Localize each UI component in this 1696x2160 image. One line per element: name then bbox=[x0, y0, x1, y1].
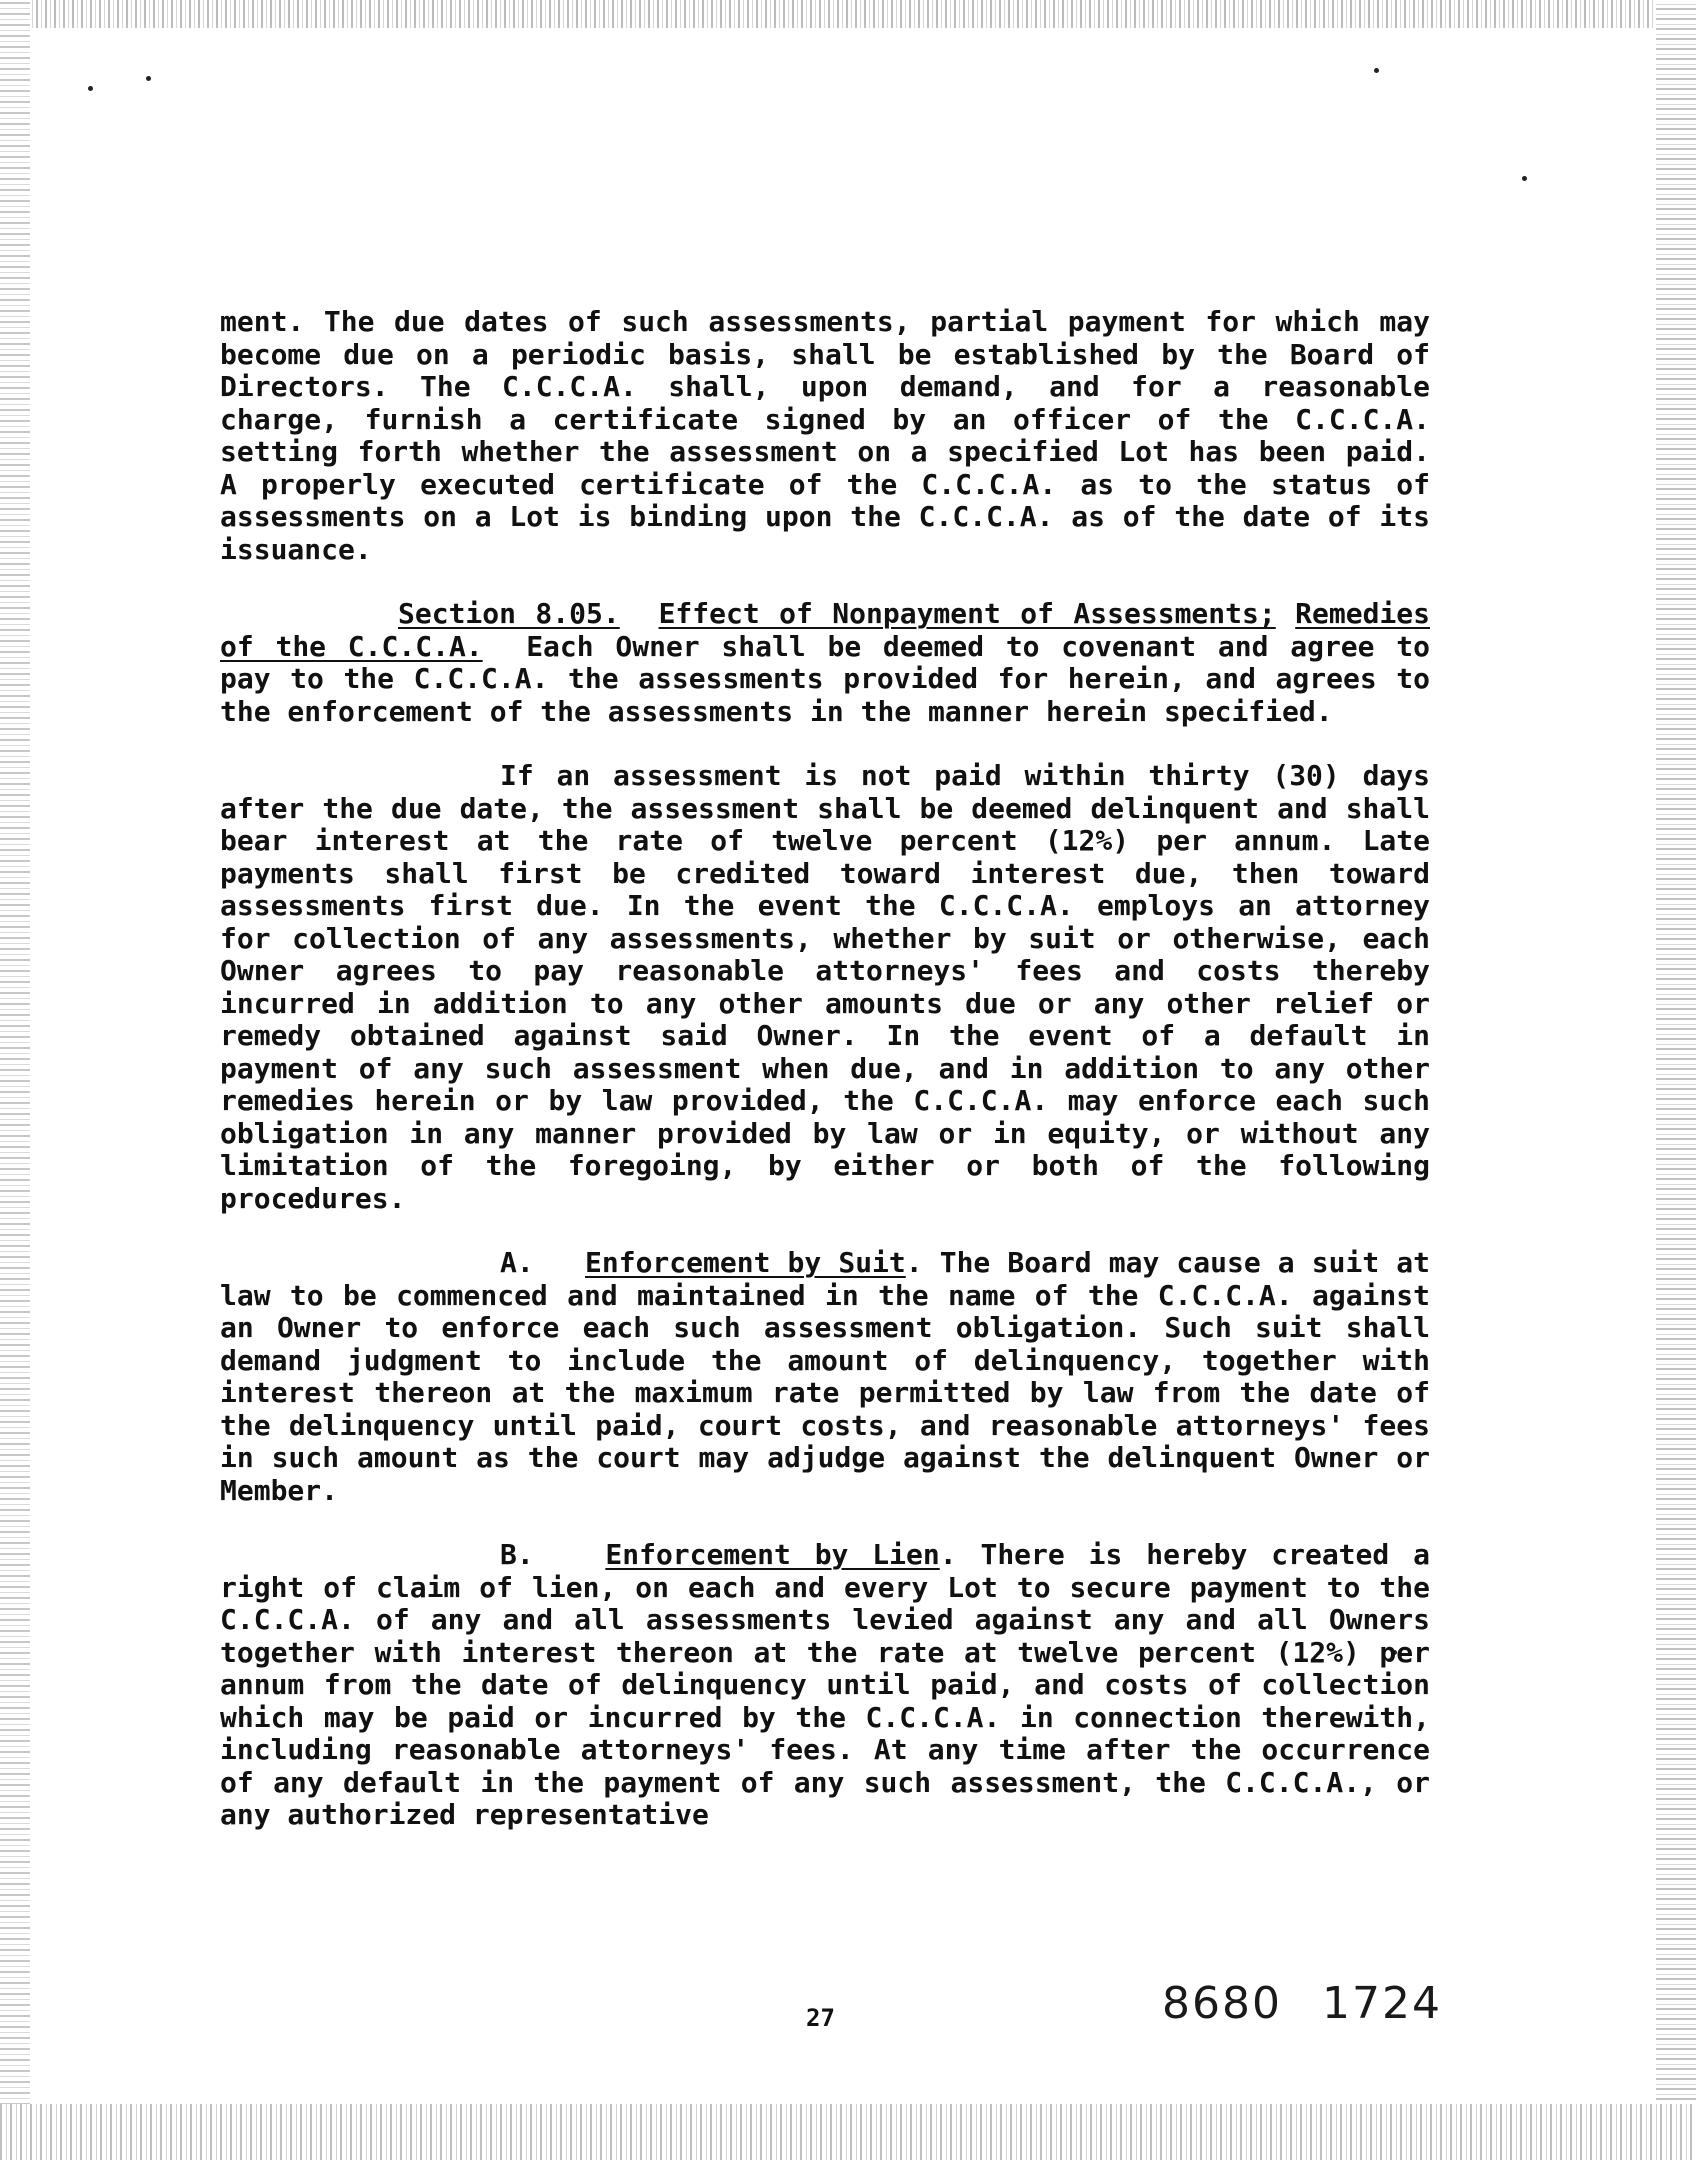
recording-page: 1724 bbox=[1321, 1978, 1442, 2029]
recording-number bbox=[1162, 1978, 1442, 2029]
item-a-letter: A. bbox=[500, 1246, 534, 1279]
item-b-letter: B. bbox=[500, 1538, 534, 1571]
scan-border-left bbox=[0, 0, 30, 2160]
scan-border-right bbox=[1656, 0, 1696, 2160]
item-b-text: . There is hereby created a right of claim of lien, on each and every Lot to secure payment to the C.C.C.A. of any and all assessments levied against any and all Owners together with interest thereon at the rate at twelve percent (12%) per annum from the date of delinquency until paid, and costs of collection which may be paid or incurred by the C.C.C.A. in connection therewith, including reasonable attorneys' fees. At any time after the occurrence of any default in the payment of any such assessment, the C.C.C.A., or any authorized representative bbox=[220, 1538, 1430, 1831]
scan-border-bottom bbox=[0, 2104, 1696, 2160]
section-number: Section 8.05. bbox=[398, 597, 620, 630]
item-a-text: . The Board may cause a suit at law to be commenced and maintained in the name of the C.C.C.A. against an Owner to enforce each such assessment obligation. Such suit shall demand judgment to include the amount of delinquency, together with interest thereon at the maximum rate permitted by law from the date of the delinquency until paid, court costs, and reasonable attorneys' fees in such amount as the court may adjudge against the delinquent Owner or Member. bbox=[220, 1246, 1430, 1507]
section-8-05-paragraph bbox=[220, 598, 1430, 728]
paragraph-assessment-due-dates: ment. The due dates of such assessments, partial payment for which may become due on a periodic basis, shall be established by the Board of Directors. The C.C.C.A. shall, upon demand, and for a reasonable charge, furnish a certificate signed by an officer of the C.C.C.A. setting forth whether the assessment on a specified Lot has been paid. A properly executed certificate of the C.C.C.A. as to the status of assessments on a Lot is binding upon the C.C.C.A. as of the date of its issuance. bbox=[220, 305, 1430, 566]
scan-speck bbox=[1374, 68, 1379, 73]
scan-border-top bbox=[0, 0, 1696, 28]
recording-book: 8680 bbox=[1162, 1978, 1282, 2029]
scan-speck bbox=[1522, 176, 1527, 181]
item-enforcement-by-lien bbox=[220, 1539, 1430, 1832]
item-enforcement-by-suit bbox=[220, 1247, 1430, 1507]
scan-speck bbox=[88, 86, 93, 91]
section-title-line1: Effect of Nonpayment of Assessments; bbox=[658, 597, 1276, 630]
section-text: Each Owner shall be deemed to covenant and agree to pay to the C.C.C.A. the assessments provided for herein, and agrees to the enforcement of the assessments in the manner herein specified. bbox=[220, 629, 1430, 728]
section-title-line2: Remedies of the C.C.C.A. bbox=[220, 597, 1431, 663]
page-number: 27 bbox=[806, 2004, 835, 2032]
document-body bbox=[220, 306, 1430, 1832]
item-b-title: Enforcement by Lien bbox=[605, 1538, 940, 1571]
scan-speck bbox=[146, 76, 151, 81]
paragraph-nonpayment: If an assessment is not paid within thirty (30) days after the due date, the assessment shall be deemed delinquent and shall bear interest at the rate of twelve percent (12%) per annum. Late payments shall first be credited toward interest due, then toward assessments first due. In the event the C.C.C.A. employs an attorney for collection of any assessments, whether by suit or otherwise, each Owner agrees to pay reasonable attorneys' fees and costs thereby incurred in addition to any other amounts due or any other relief or remedy obtained against said Owner. In the event of a default in payment of any such assessment when due, and in addition to any other remedies herein or by law provided, the C.C.C.A. may enforce each such obligation in any manner provided by law or in equity, or without any limitation of the foregoing, by either or both of the following procedures. bbox=[220, 759, 1430, 1215]
item-a-title: Enforcement by Suit bbox=[585, 1246, 906, 1279]
